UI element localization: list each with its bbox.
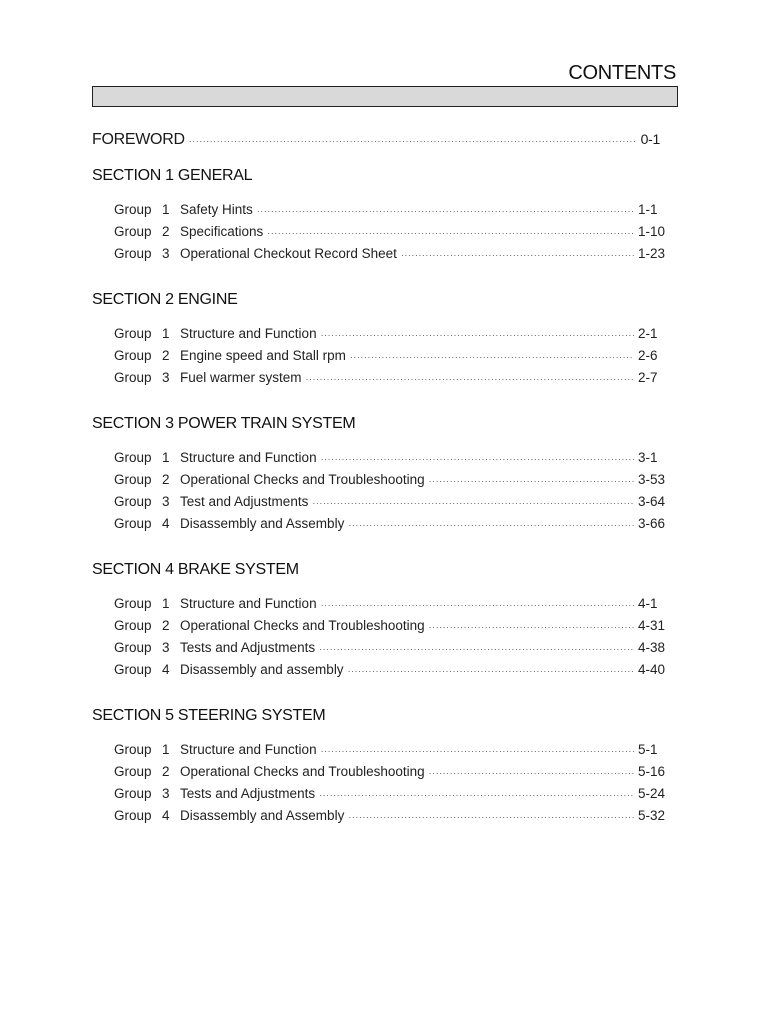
toc-entry[interactable] <box>114 450 668 465</box>
entry-title: Disassembly and Assembly <box>180 808 345 823</box>
toc-entry[interactable] <box>114 326 668 341</box>
group-word: Group <box>114 786 152 801</box>
entry-title: Fuel warmer system <box>180 370 302 385</box>
group-word: Group <box>114 808 152 823</box>
page-number: 2-1 <box>638 326 658 341</box>
group-number: 1 <box>162 596 170 611</box>
foreword-label: FOREWORD <box>92 131 185 148</box>
toc-entry[interactable] <box>114 596 668 611</box>
leader-dots <box>348 666 634 676</box>
group-word: Group <box>114 370 152 385</box>
group-number: 4 <box>162 662 170 677</box>
toc-entry[interactable] <box>114 246 668 261</box>
section-heading: SECTION 1 GENERAL <box>92 167 253 184</box>
group-number: 4 <box>162 808 170 823</box>
entry-title: Engine speed and Stall rpm <box>180 348 346 363</box>
page-number: 2-6 <box>638 348 658 363</box>
page-number: 0-1 <box>640 131 660 147</box>
toc-entry[interactable] <box>114 224 668 239</box>
entry-title: Tests and Adjustments <box>180 786 316 801</box>
section-heading: SECTION 5 STEERING SYSTEM <box>92 707 326 724</box>
toc-entry[interactable] <box>114 370 668 385</box>
group-word: Group <box>114 326 152 341</box>
page-number: 3-64 <box>638 494 666 509</box>
group-word: Group <box>114 618 152 633</box>
leader-dots <box>429 476 634 486</box>
group-word: Group <box>114 450 152 465</box>
page-number: 1-1 <box>638 202 658 217</box>
entry-title: Structure and Function <box>180 742 317 757</box>
group-number: 1 <box>162 202 170 217</box>
leader-dots <box>348 812 634 822</box>
toc-entry[interactable] <box>114 472 668 487</box>
leader-dots <box>321 330 634 340</box>
group-number: 3 <box>162 786 170 801</box>
toc-entry[interactable] <box>114 808 668 823</box>
entry-title: Operational Checks and Troubleshooting <box>180 618 425 633</box>
leader-dots <box>401 250 634 260</box>
toc-entry[interactable] <box>114 348 668 363</box>
group-number: 2 <box>162 472 170 487</box>
page-number: 1-10 <box>638 224 666 239</box>
toc-entry[interactable] <box>114 494 668 509</box>
page-number: 5-24 <box>638 786 666 801</box>
group-number: 3 <box>162 640 170 655</box>
leader-dots <box>319 790 634 800</box>
toc-entry[interactable] <box>114 640 668 655</box>
group-word: Group <box>114 516 152 531</box>
entry-title: Specifications <box>180 224 264 239</box>
title-bar <box>92 86 678 107</box>
leader-dots <box>306 374 634 384</box>
group-number: 3 <box>162 494 170 509</box>
section-heading: SECTION 2 ENGINE <box>92 291 238 308</box>
toc-entry[interactable] <box>114 786 668 801</box>
group-word: Group <box>114 348 152 363</box>
leader-dots <box>321 454 634 464</box>
group-word: Group <box>114 472 152 487</box>
page-number: 4-38 <box>638 640 666 655</box>
leader-dots <box>429 768 634 778</box>
page-number: 5-32 <box>638 808 666 823</box>
entry-title: Operational Checkout Record Sheet <box>180 246 397 261</box>
leader-dots <box>257 206 634 216</box>
group-number: 1 <box>162 742 170 757</box>
leader-dots <box>429 622 634 632</box>
group-number: 2 <box>162 764 170 779</box>
toc-entry[interactable] <box>114 516 668 531</box>
entry-title: Safety Hints <box>180 202 253 217</box>
entry-title: Structure and Function <box>180 326 317 341</box>
leader-dots <box>321 746 634 756</box>
page-number: 5-16 <box>638 764 666 779</box>
section-heading: SECTION 3 POWER TRAIN SYSTEM <box>92 415 356 432</box>
entry-title: Operational Checks and Troubleshooting <box>180 764 425 779</box>
toc-entry[interactable] <box>114 764 668 779</box>
leader-dots <box>312 498 634 508</box>
group-number: 2 <box>162 348 170 363</box>
group-number: 1 <box>162 326 170 341</box>
group-word: Group <box>114 494 152 509</box>
page-number: 2-7 <box>638 370 658 385</box>
entry-title: Disassembly and Assembly <box>180 516 345 531</box>
page-number: 3-1 <box>638 450 658 465</box>
section-heading: SECTION 4 BRAKE SYSTEM <box>92 561 299 578</box>
entry-title: Structure and Function <box>180 450 317 465</box>
group-number: 2 <box>162 618 170 633</box>
group-word: Group <box>114 202 152 217</box>
entry-title: Test and Adjustments <box>180 494 309 509</box>
group-word: Group <box>114 764 152 779</box>
page-number: 3-53 <box>638 472 666 487</box>
group-word: Group <box>114 246 152 261</box>
page-title: CONTENTS <box>568 62 676 84</box>
group-word: Group <box>114 662 152 677</box>
toc-entry[interactable] <box>114 662 668 677</box>
foreword-entry[interactable] <box>92 131 660 149</box>
entry-title: Tests and Adjustments <box>180 640 316 655</box>
page-number: 3-66 <box>638 516 666 531</box>
page-number: 5-1 <box>638 742 658 757</box>
group-word: Group <box>114 640 152 655</box>
entry-title: Operational Checks and Troubleshooting <box>180 472 425 487</box>
group-number: 3 <box>162 370 170 385</box>
leader-dots <box>348 520 634 530</box>
group-word: Group <box>114 596 152 611</box>
toc-entry[interactable] <box>114 618 668 633</box>
toc-entry[interactable] <box>114 742 668 757</box>
page-number: 1-23 <box>638 246 666 261</box>
leader-dots <box>189 136 637 146</box>
group-word: Group <box>114 224 152 239</box>
entry-title: Structure and Function <box>180 596 317 611</box>
leader-dots <box>321 600 634 610</box>
group-number: 2 <box>162 224 170 239</box>
group-number: 3 <box>162 246 170 261</box>
group-word: Group <box>114 742 152 757</box>
page-number: 4-31 <box>638 618 666 633</box>
leader-dots <box>267 228 634 238</box>
toc-entry[interactable] <box>114 202 668 217</box>
entry-title: Disassembly and assembly <box>180 662 344 677</box>
page-number: 4-40 <box>638 662 666 677</box>
leader-dots <box>319 644 634 654</box>
group-number: 4 <box>162 516 170 531</box>
group-number: 1 <box>162 450 170 465</box>
leader-dots <box>350 352 634 362</box>
page-number: 4-1 <box>638 596 658 611</box>
